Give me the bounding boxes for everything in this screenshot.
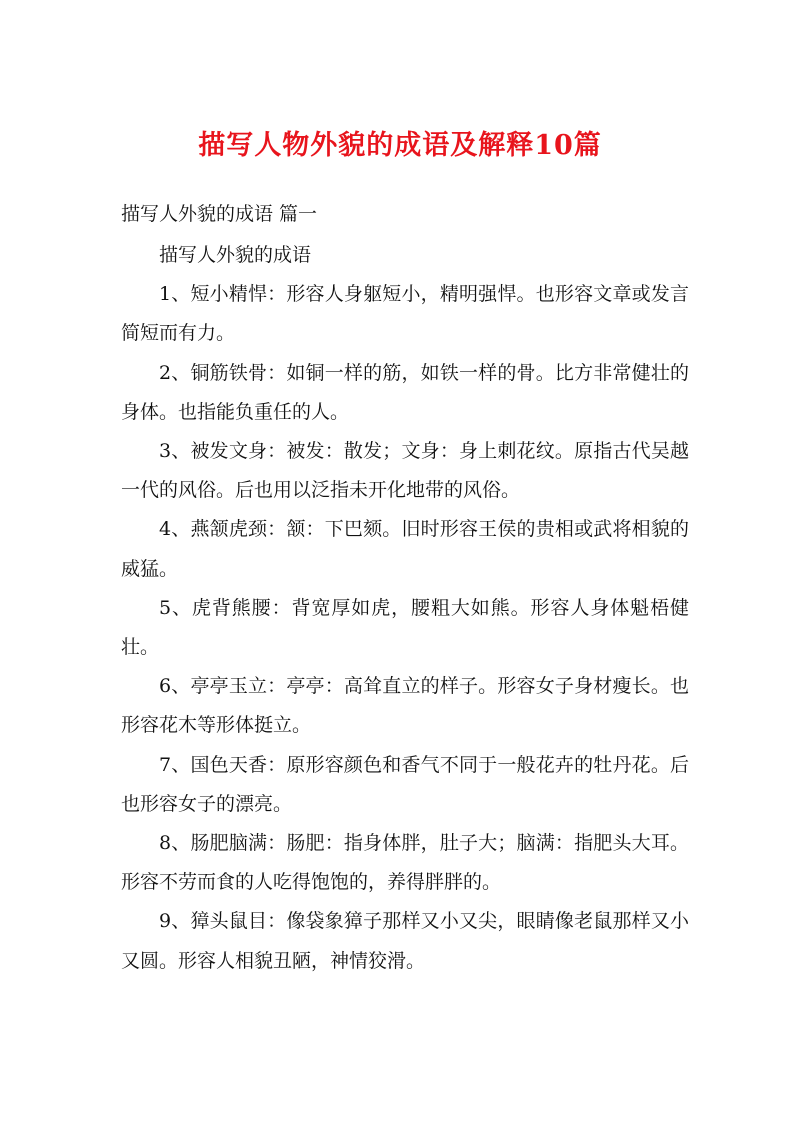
idiom-entry: 5、虎背熊腰：背宽厚如虎，腰粗大如熊。形容人身体魁梧健壮。 xyxy=(121,596,689,659)
idiom-entry: 6、亭亭玉立：亭亭：高耸直立的样子。形容女子身材瘦长。也形容花木等形体挺立。 xyxy=(121,675,689,737)
idiom-entry: 9、獐头鼠目：像袋象獐子那样又小又尖，眼睛像老鼠那样又小又圆。形容人相貌丑陋，神情狡滑。 xyxy=(121,910,689,972)
idiom-entry: 3、被发文身：被发：散发；文身：身上刺花纹。原指古代吴越一代的风俗。后也用以泛指未开化地带的风俗。 xyxy=(121,440,689,502)
idiom-entry: 8、肠肥脑满：肠肥：指身体胖，肚子大；脑满：指肥头大耳。形容不劳而食的人吃得饱饱的，养得胖胖的。 xyxy=(121,832,689,894)
document-title: 描写人物外貌的成语及解释10篇 xyxy=(198,130,602,161)
subheading: 描写人外貌的成语 xyxy=(159,244,312,266)
idiom-entry: 2、铜筋铁骨：如铜一样的筋，如铁一样的骨。比方非常健壮的身体。也指能负重任的人。 xyxy=(121,361,689,423)
document-body xyxy=(121,236,689,981)
idiom-entry: 7、国色天香：原形容颜色和香气不同于一般花卉的牡丹花。后也形容女子的漂亮。 xyxy=(121,753,689,815)
idiom-entry: 4、燕颔虎颈：颔：下巴颏。旧时形容王侯的贵相或武将相貌的威猛。 xyxy=(121,518,689,580)
idiom-entry: 1、短小精悍：形容人身躯短小，精明强悍。也形容文章或发言简短而有力。 xyxy=(121,283,689,345)
section-heading: 描写人外貌的成语 篇一 xyxy=(121,203,318,225)
